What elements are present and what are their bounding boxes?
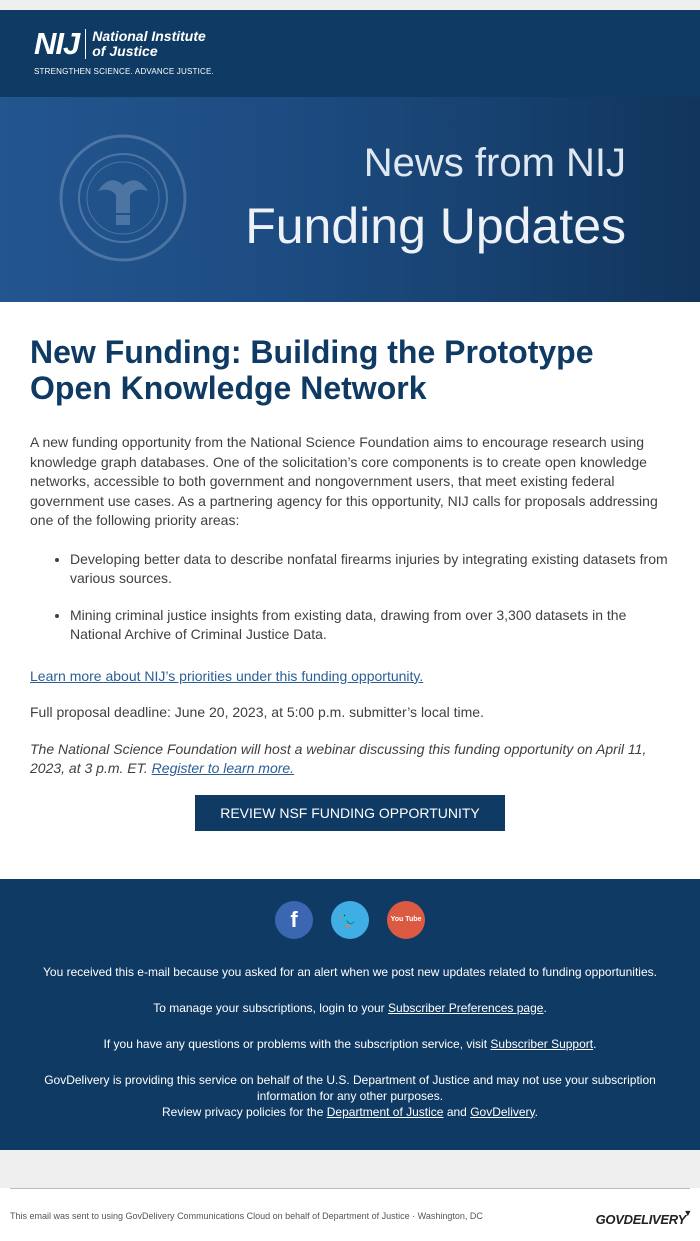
learn-more-link[interactable]: Learn more about NIJ’s priorities under this funding opportunity. <box>30 667 424 684</box>
twitter-icon[interactable]: 🐦 <box>331 901 369 939</box>
banner-title-line1: News from NIJ <box>363 141 626 185</box>
logo-divider <box>85 29 86 59</box>
article-content <box>0 302 700 879</box>
deadline-text: Full proposal deadline: June 20, 2023, at 5:00 p.m. submitter’s local time. <box>30 703 484 720</box>
youtube-icon[interactable]: You Tube <box>387 901 425 939</box>
register-link[interactable]: Register to learn more. <box>151 760 295 776</box>
logo-name: National Institute of Justice <box>92 27 206 59</box>
bottom-margin <box>0 1150 700 1188</box>
top-margin <box>0 0 700 10</box>
subscriber-support-link[interactable]: Subscriber Support <box>490 1036 594 1051</box>
footer-reason-text: You received this e-mail because you asked for an alert when we post new updates related to funding opportunities. <box>43 964 657 979</box>
email-footer <box>0 879 700 1150</box>
list-item: • Developing better data to describe nonfatal firearms injuries by integrating existing datasets from various sources. <box>70 550 670 589</box>
subscriber-preferences-link[interactable]: Subscriber Preferences page <box>388 1000 544 1015</box>
webinar-note: The National Science Foundation will host a webinar discussing this funding opportunity on April 11, 2023, at 3 p.m. ET. Register to learn more. <box>30 740 647 776</box>
logo-abbreviation: NIJ <box>34 26 80 61</box>
article-title: New Funding: Building the Prototype Open Knowledge Network <box>30 334 594 406</box>
footer-govdelivery-text: GovDelivery is providing this service on behalf of the U.S. Department of Justice and may not use your subscription information for any other purposes. Review privacy policies for the Department of Justice and GovDelivery. <box>44 1072 656 1119</box>
govdelivery-logo[interactable]: GOVDELIVERY ▼ <box>595 1207 692 1227</box>
review-funding-button[interactable]: REVIEW NSF FUNDING OPPORTUNITY <box>195 795 505 831</box>
facebook-icon[interactable]: f <box>275 901 313 939</box>
doj-seal-icon <box>58 133 188 263</box>
social-links <box>30 901 670 939</box>
doj-privacy-link[interactable]: Department of Justice <box>326 1104 444 1119</box>
legal-footer <box>0 1188 700 1241</box>
nij-logo[interactable] <box>34 28 214 76</box>
priority-list <box>70 550 670 645</box>
speech-bubble-icon: ▼ <box>683 1207 692 1218</box>
article-intro: A new funding opportunity from the National Science Foundation aims to encourage research using knowledge graph databases. One of the solicitation’s core components is to create open knowledge networks, accessible to both government and nongovernment users, that meet existing federal government use cases. As a partnering agency for this opportunity, NIJ calls for proposals addressing one of the following priority areas: <box>30 434 658 528</box>
learn-more-paragraph <box>30 668 670 684</box>
footer-manage-text: To manage your subscriptions, login to your Subscriber Preferences page. <box>153 1000 547 1015</box>
legal-divider <box>10 1188 690 1189</box>
list-item: • Mining criminal justice insights from existing data, drawing from over 3,300 datasets in the National Archive of Criminal Justice Data. <box>70 606 670 645</box>
hero-banner <box>0 97 700 302</box>
logo-tagline: STRENGTHEN SCIENCE. ADVANCE JUSTICE. <box>34 67 214 76</box>
email-header <box>0 10 700 97</box>
govdelivery-privacy-link[interactable]: GovDelivery <box>470 1104 535 1119</box>
banner-title-line2: Funding Updates <box>245 198 626 254</box>
footer-support-text: If you have any questions or problems with the subscription service, visit Subscriber Support. <box>103 1036 597 1051</box>
legal-text: This email was sent to using GovDelivery Communications Cloud on behalf of Department of Justice · Washington, DC <box>10 1210 483 1221</box>
